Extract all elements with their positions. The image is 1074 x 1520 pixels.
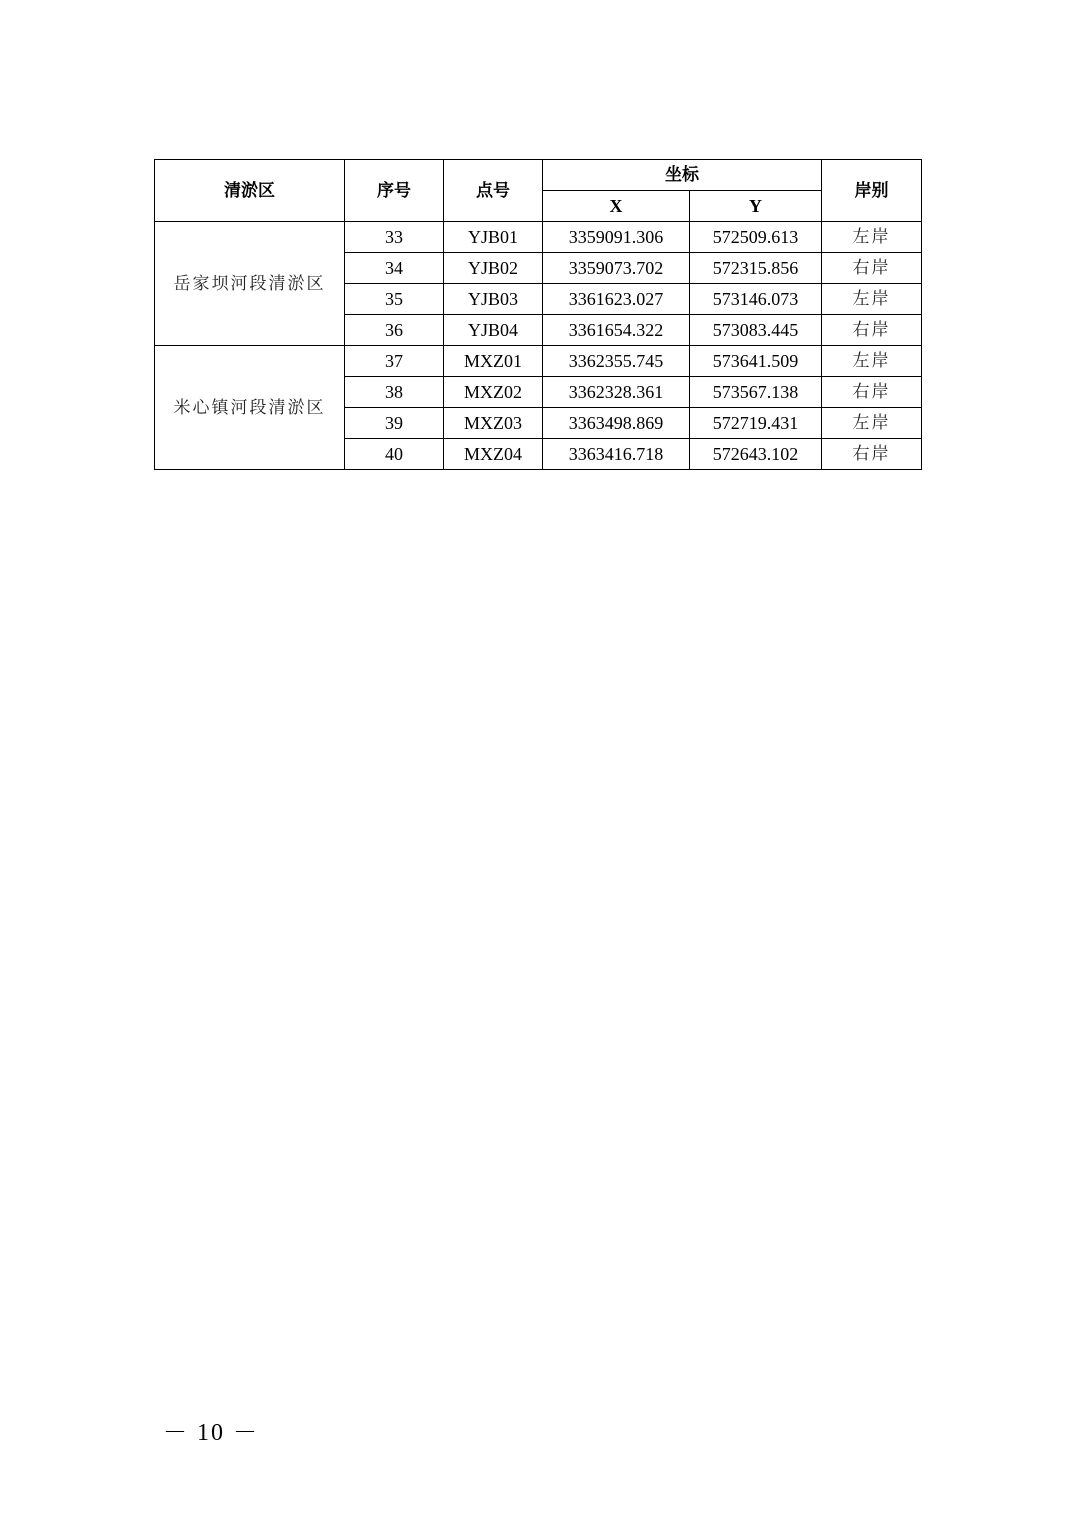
bank-cell: 右岸 (822, 315, 922, 346)
header-bank: 岸别 (822, 160, 922, 222)
y-cell: 573083.445 (690, 315, 822, 346)
point-cell: YJB03 (444, 284, 543, 315)
point-cell: YJB02 (444, 253, 543, 284)
seq-cell: 38 (345, 377, 444, 408)
header-point: 点号 (444, 160, 543, 222)
y-cell: 573146.073 (690, 284, 822, 315)
x-cell: 3359073.702 (543, 253, 690, 284)
header-y: Y (690, 191, 822, 222)
bank-cell: 右岸 (822, 253, 922, 284)
header-zone: 清淤区 (155, 160, 345, 222)
header-seq: 序号 (345, 160, 444, 222)
y-cell: 572315.856 (690, 253, 822, 284)
seq-cell: 39 (345, 408, 444, 439)
zone-cell: 米心镇河段清淤区 (155, 346, 345, 470)
seq-cell: 40 (345, 439, 444, 470)
seq-cell: 35 (345, 284, 444, 315)
x-cell: 3363498.869 (543, 408, 690, 439)
bank-cell: 右岸 (822, 439, 922, 470)
seq-cell: 33 (345, 222, 444, 253)
table-row (155, 222, 922, 253)
x-cell: 3362355.745 (543, 346, 690, 377)
bank-cell: 左岸 (822, 284, 922, 315)
point-cell: MXZ04 (444, 439, 543, 470)
y-cell: 573641.509 (690, 346, 822, 377)
seq-cell: 34 (345, 253, 444, 284)
bank-cell: 左岸 (822, 346, 922, 377)
y-cell: 572509.613 (690, 222, 822, 253)
coordinate-table (154, 159, 922, 470)
x-cell: 3361623.027 (543, 284, 690, 315)
x-cell: 3359091.306 (543, 222, 690, 253)
page-number: － 10 － (163, 1420, 259, 1446)
point-cell: MXZ03 (444, 408, 543, 439)
y-cell: 573567.138 (690, 377, 822, 408)
bank-cell: 左岸 (822, 222, 922, 253)
table-row (155, 346, 922, 377)
point-cell: MXZ02 (444, 377, 543, 408)
zone-cell: 岳家坝河段清淤区 (155, 222, 345, 346)
seq-cell: 36 (345, 315, 444, 346)
x-cell: 3363416.718 (543, 439, 690, 470)
x-cell: 3362328.361 (543, 377, 690, 408)
bank-cell: 右岸 (822, 377, 922, 408)
header-x: X (543, 191, 690, 222)
bank-cell: 左岸 (822, 408, 922, 439)
point-cell: MXZ01 (444, 346, 543, 377)
y-cell: 572719.431 (690, 408, 822, 439)
point-cell: YJB04 (444, 315, 543, 346)
y-cell: 572643.102 (690, 439, 822, 470)
header-coord: 坐标 (543, 160, 822, 191)
point-cell: YJB01 (444, 222, 543, 253)
seq-cell: 37 (345, 346, 444, 377)
x-cell: 3361654.322 (543, 315, 690, 346)
